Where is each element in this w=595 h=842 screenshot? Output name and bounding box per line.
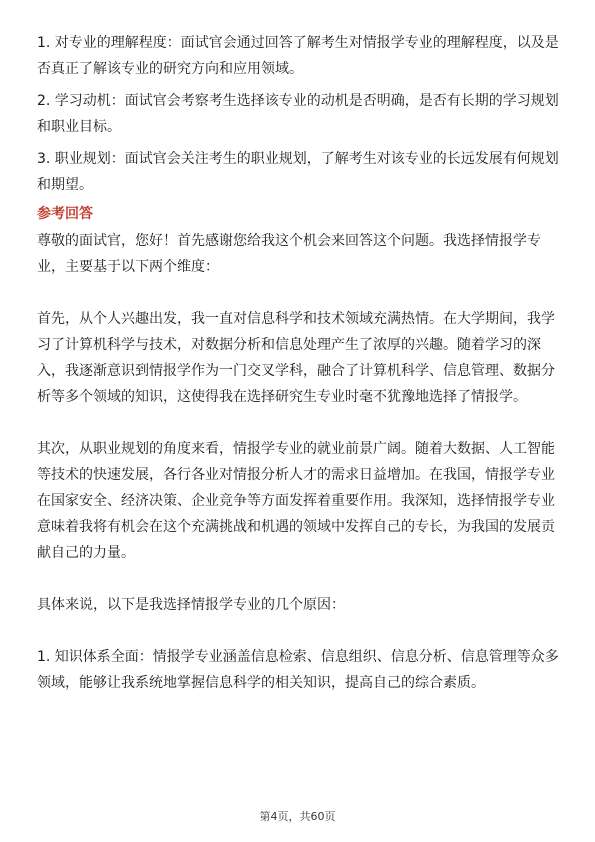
reference-answer-body (37, 228, 559, 696)
criteria-item-1: 1. 对专业的理解程度：面试官会通过回答了解考生对情报学专业的理解程度，以及是否真正了解该专业的研究方向和应用领域。 (37, 35, 559, 77)
page-number-footer: 第4页，共60页 (259, 810, 336, 823)
criteria-item-3: 3. 职业规划：面试官会关注考生的职业规划，了解考生对该专业的长远发展有何规划和期望。 (37, 151, 559, 193)
answer-paragraph-career: 其次，从职业规划的角度来看，情报学专业的就业前景广阔。随着大数据、人工智能等技术的快速发展，各行各业对情报分析人才的需求日益增加。在我国，情报学专业在国家安全、经济决策、企业竞争等方面发挥着重要作用。我深知，选择情报学专业意味着我将有机会在这个充满挑战和机遇的领域中发挥自己的专长，为我国的发展贡献自己的力量。 (37, 441, 555, 561)
answer-paragraph-greeting: 尊敬的面试官，您好！首先感谢您给我这个机会来回答这个问题。我选择情报学专业，主要基于以下两个维度： (37, 233, 541, 275)
criteria-item-2: 2. 学习动机：面试官会考察考生选择该专业的动机是否明确，是否有长期的学习规划和职业目标。 (37, 93, 559, 135)
document-page (37, 30, 559, 722)
answer-paragraph-reasons-intro: 具体来说，以下是我选择情报学专业的几个原因： (37, 597, 345, 613)
evaluation-criteria (37, 30, 559, 198)
reference-answer-heading: 参考回答 (37, 206, 93, 222)
answer-paragraph-reason-1: 1. 知识体系全面：情报学专业涵盖信息检索、信息组织、信息分析、信息管理等众多领域，能够让我系统地掌握信息科学的相关知识，提高自己的综合素质。 (37, 649, 559, 691)
answer-paragraph-interest: 首先，从个人兴趣出发，我一直对信息科学和技术领域充满热情。在大学期间，我学习了计算机科学与技术，对数据分析和信息处理产生了浓厚的兴趣。随着学习的深入，我逐渐意识到情报学作为一门交叉学科，融合了计算机科学、信息管理、数据分析等多个领域的知识，这使得我在选择研究生专业时毫不犹豫地选择了情报学。 (37, 311, 555, 405)
